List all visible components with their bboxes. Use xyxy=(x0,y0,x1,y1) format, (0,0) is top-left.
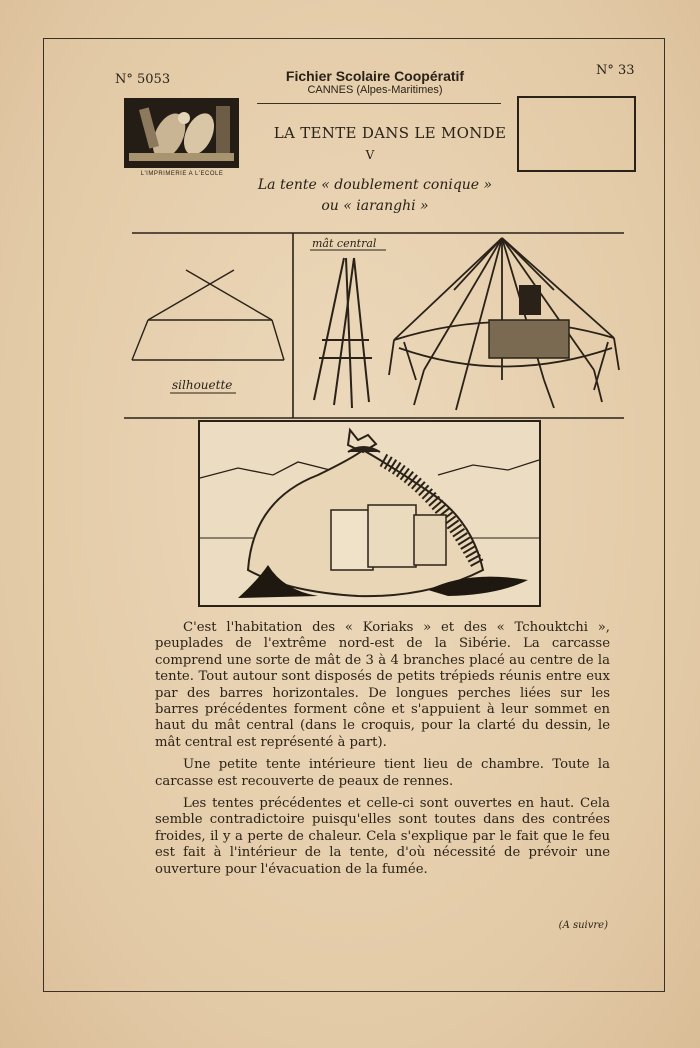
subtitle-line-1: La tente « doublement conique » xyxy=(257,177,493,193)
sketch-panel xyxy=(124,230,624,420)
paragraph-3: Les tentes précédentes et celle-ci sont ouvertes en haut. Cela semble contradictoire puisqu'elles sont toutes dans des contrées froides, il y a perte de chaleur. Cela s'explique par le fait que le feu est fait à l'intérieur de la tente, d'où nécessité de prévoir une ouverture pour l'évacuation de la fumée. xyxy=(155,796,610,877)
mat-central-label: mât central xyxy=(312,237,377,250)
central-mast-sketch xyxy=(314,258,372,408)
inner-tent-sketch xyxy=(489,320,569,358)
subtitle-line-2: ou « iaranghi » xyxy=(321,198,429,214)
logo-caption: L'IMPRIMERIE A L'ECOLE xyxy=(140,171,224,177)
stamp-box xyxy=(517,96,636,172)
silhouette-label: silhouette xyxy=(172,378,233,392)
printing-press-logo xyxy=(124,98,239,168)
header-rule xyxy=(257,103,501,104)
paragraph-2: Une petite tente intérieure tient lieu de chambre. Toute la carcasse est recouverte de peaux de rennes. xyxy=(155,757,610,789)
to-be-continued: (A suivre) xyxy=(558,920,608,931)
page-number: N° 33 xyxy=(596,63,635,78)
tent-drawing xyxy=(198,420,541,607)
logo-illustration xyxy=(124,98,239,168)
fiche-number: N° 5053 xyxy=(115,72,171,87)
publisher-title: Fichier Scolaire Coopératif xyxy=(285,68,465,84)
paragraph-1: C'est l'habitation des « Koriaks » et des « Tchouktchi », peuplades de l'extrême nord-est de la Sibérie. La carcasse comprend une sorte de mât de 3 à 4 branches placé au centre de la tente. Tout autour sont disposés de petits trépieds réunis entre eux par des barres horizontales. De longues perches liées sur les barres précédentes forment cône et s'appuient à leur sommet en haut du mât central (dans le croquis, pour la clarté du dessin, le mât central est représenté à part). xyxy=(155,620,610,750)
part-number: V xyxy=(365,148,375,162)
frame-sketches xyxy=(124,230,624,420)
subtitle xyxy=(235,175,515,217)
mast-detail xyxy=(519,285,541,315)
silhouette-sketch xyxy=(132,270,284,360)
page-title: LA TENTE DANS LE MONDE xyxy=(273,124,507,142)
body-text xyxy=(155,620,610,884)
covered-tent-illustration xyxy=(198,420,541,607)
publisher-city: CANNES (Alpes-Maritimes) xyxy=(307,84,443,96)
